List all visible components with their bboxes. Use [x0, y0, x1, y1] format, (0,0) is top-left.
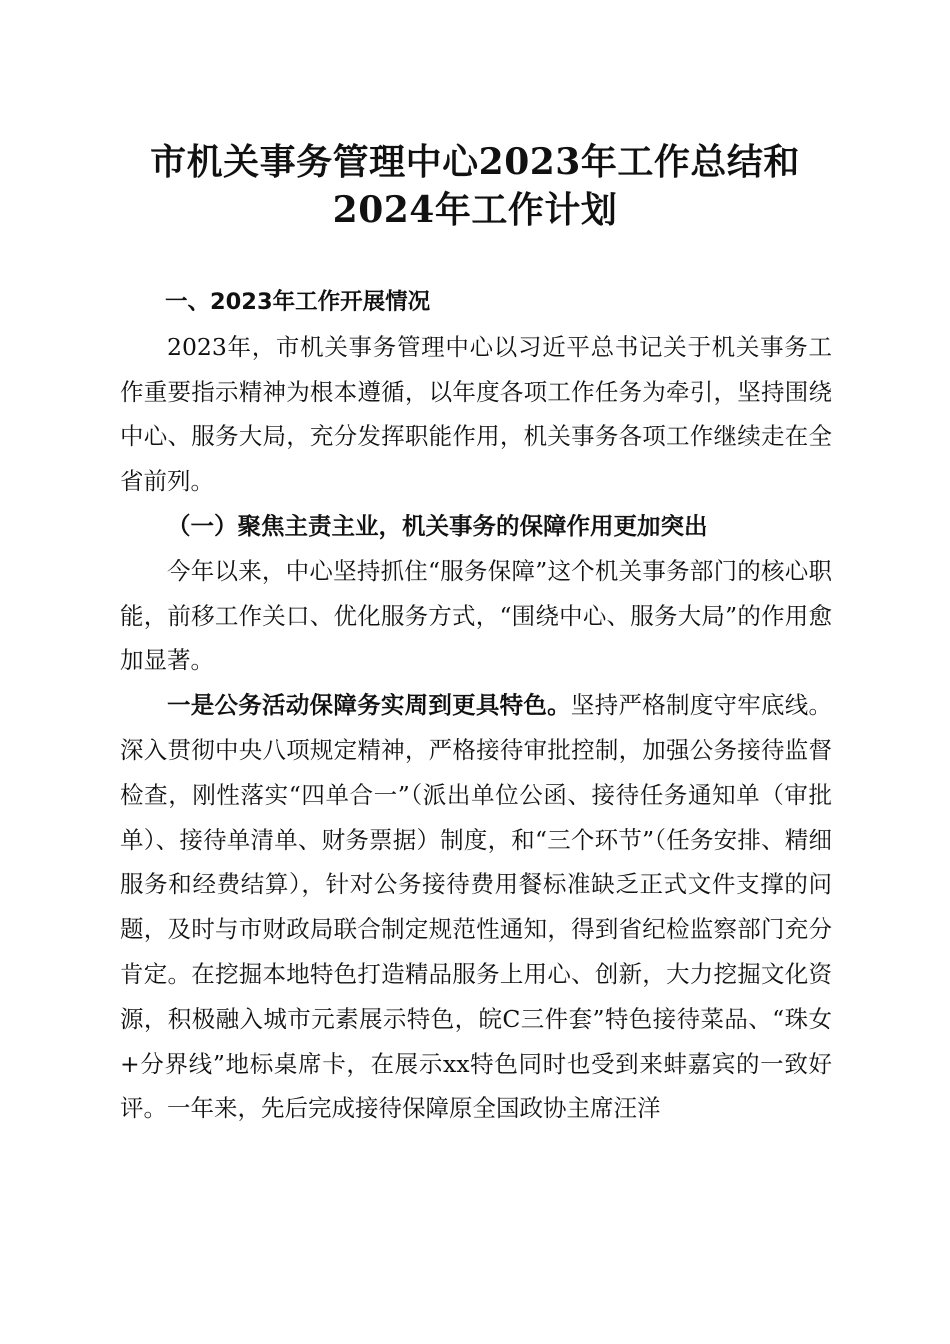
section-heading: 一、2023年工作开展情况	[165, 289, 431, 315]
paragraph-text: 坚持严格制度守牢底线。深入贯彻中央八项规定精神，严格接待审批控制，加强公务接待监督检查，刚性落实“四单合一”（派出单位公函、接待任务通知单（审批单）、接待单清单、财务票据）制度，和“三个环节”（任务安排、精细服务和经费结算），针对公务接待费用餐标准缺乏正式文件支撑的问题，及时与市财政局联合制定规范性通知，得到省纪检监察部门充分肯定。在挖掘本地特色打造精品服务上用心、创新，大力挖掘文化资源，积极融入城市元素展示特色，皖C三件套”特色接待菜品、“珠女+分界线”地标桌席卡，在展示xx特色同时也受到来蚌嘉宾的一致好评。一年来，先后完成接待保障原全国政协主席汪洋	[120, 691, 833, 1123]
document-body	[120, 280, 832, 1131]
paragraph: 今年以来，中心坚持抓住“服务保障”这个机关事务部门的核心职能，前移工作关口、优化服务方式，“围绕中心、服务大局”的作用愈加显著。	[120, 556, 832, 675]
paragraph-lead: 一是公务活动保障务实周到更具特色。	[167, 691, 571, 720]
document-title: 市机关事务管理中心2023年工作总结和2024年工作计划	[150, 141, 800, 231]
subsection-heading: （一）聚焦主责主业，机关事务的保障作用更加突出	[167, 511, 708, 540]
paragraph: 2023年，市机关事务管理中心以习近平总书记关于机关事务工作重要指示精神为根本遵循，以年度各项工作任务为牵引，坚持围绕中心、服务大局，充分发挥职能作用，机关事务各项工作继续走在全省前列。	[120, 332, 832, 496]
paragraph	[120, 683, 832, 1131]
